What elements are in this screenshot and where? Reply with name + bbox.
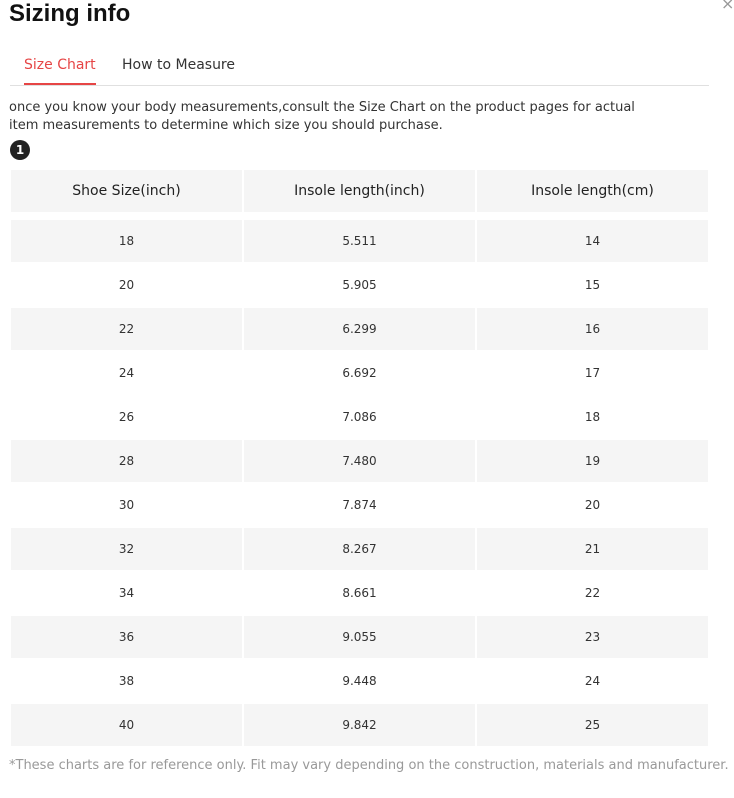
table-row <box>11 308 708 350</box>
cell-insole-cm: 16 <box>477 308 708 350</box>
table-row <box>11 572 708 614</box>
cell-shoe-size: 34 <box>118 586 135 600</box>
cell-insole-inch: 9.055 <box>244 616 475 658</box>
cell-insole-cm: 15 <box>584 278 601 292</box>
size-table <box>9 168 710 748</box>
cell-insole-inch: 7.874 <box>342 498 377 512</box>
tab-how-to-measure[interactable]: How to Measure <box>122 57 235 73</box>
table-row <box>11 220 708 262</box>
cell-insole-inch: 9.842 <box>244 704 475 746</box>
cell-shoe-size: 36 <box>11 616 242 658</box>
cell-shoe-size: 26 <box>118 410 135 424</box>
cell-shoe-size: 28 <box>11 440 242 482</box>
cell-insole-cm: 20 <box>584 498 601 512</box>
table-body <box>11 220 708 746</box>
cell-insole-cm: 17 <box>584 366 601 380</box>
cell-shoe-size: 20 <box>118 278 135 292</box>
cell-insole-cm: 18 <box>584 410 601 424</box>
cell-shoe-size: 32 <box>11 528 242 570</box>
header-insole-inch: Insole length(inch) <box>244 170 475 212</box>
header-insole-cm: Insole length(cm) <box>477 170 708 212</box>
table-row <box>11 616 708 658</box>
cell-insole-inch: 7.086 <box>342 410 377 424</box>
cell-insole-cm: 22 <box>584 586 601 600</box>
cell-shoe-size: 18 <box>11 220 242 262</box>
table-header-row <box>11 170 708 212</box>
cell-insole-cm: 23 <box>477 616 708 658</box>
close-icon[interactable]: × <box>721 0 734 13</box>
cell-shoe-size: 30 <box>118 498 135 512</box>
table-row <box>11 660 708 702</box>
cell-insole-inch: 6.692 <box>342 366 377 380</box>
table-row <box>11 264 708 306</box>
cell-shoe-size: 40 <box>11 704 242 746</box>
cell-insole-inch: 9.448 <box>342 674 377 688</box>
cell-insole-inch: 8.267 <box>244 528 475 570</box>
table-row <box>11 484 708 526</box>
cell-insole-cm: 14 <box>477 220 708 262</box>
footnote: *These charts are for reference only. Fit may vary depending on the construction, materials and manufacturer. <box>9 758 729 773</box>
cell-insole-inch: 8.661 <box>342 586 377 600</box>
table-row <box>11 440 708 482</box>
cell-shoe-size: 22 <box>11 308 242 350</box>
tab-size-chart[interactable]: Size Chart <box>24 45 96 84</box>
cell-insole-inch: 6.299 <box>244 308 475 350</box>
cell-shoe-size: 38 <box>118 674 135 688</box>
step-badge: 1 <box>10 140 30 160</box>
cell-shoe-size: 24 <box>118 366 135 380</box>
table-row <box>11 704 708 746</box>
intro-text: once you know your body measurements,consult the Size Chart on the product pages for actual item measurements to determine which size you should purchase. <box>9 100 635 133</box>
cell-insole-cm: 19 <box>477 440 708 482</box>
dialog-title: Sizing info <box>9 0 131 27</box>
cell-insole-cm: 24 <box>584 674 601 688</box>
cell-insole-inch: 7.480 <box>244 440 475 482</box>
cell-insole-inch: 5.511 <box>244 220 475 262</box>
cell-insole-cm: 25 <box>477 704 708 746</box>
tab-bar <box>10 45 709 86</box>
cell-insole-inch: 5.905 <box>342 278 377 292</box>
table-row <box>11 528 708 570</box>
cell-insole-cm: 21 <box>477 528 708 570</box>
table-row <box>11 396 708 438</box>
table-row <box>11 352 708 394</box>
header-shoe-size: Shoe Size(inch) <box>11 170 242 212</box>
